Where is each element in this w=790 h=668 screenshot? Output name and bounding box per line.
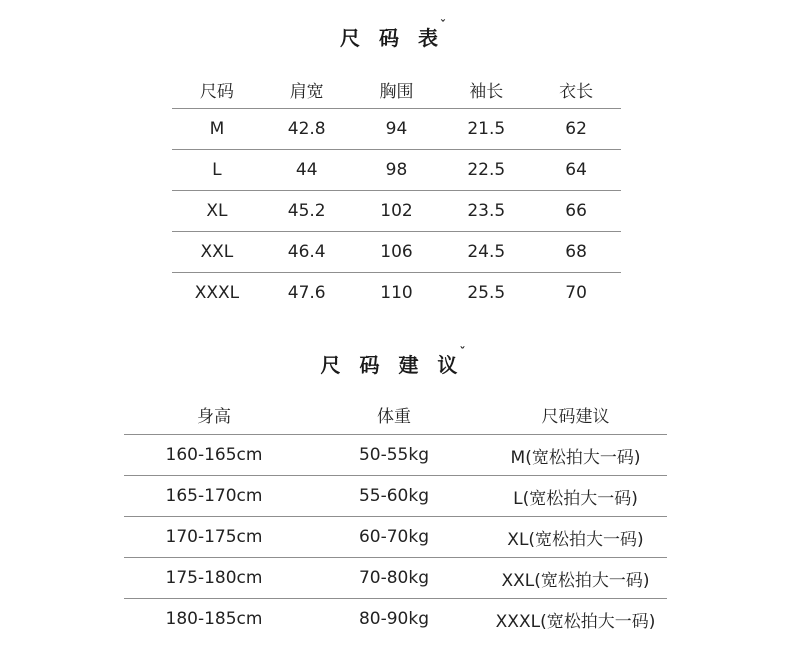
cell-chest: 94	[352, 109, 442, 150]
table-header-row	[172, 70, 621, 109]
table-row	[172, 150, 621, 191]
header-chest: 胸围	[379, 81, 414, 102]
cell-sleeve: 25.5	[441, 273, 531, 314]
cell-height: 170-175cm	[124, 517, 304, 558]
cell-chest: 98	[352, 150, 442, 191]
table-row	[124, 517, 667, 558]
cell-shoulder: 46.4	[262, 232, 352, 273]
cell-sleeve: 24.5	[441, 232, 531, 273]
header-size: 尺码	[199, 81, 234, 102]
cell-shoulder: 45.2	[262, 191, 352, 232]
size-chart-title-text: 尺 码 表	[340, 26, 444, 50]
cell-recommendation: M(宽松拍大一码)	[484, 435, 667, 476]
cell-chest: 110	[352, 273, 442, 314]
header-shoulder: 肩宽	[289, 81, 324, 102]
table-row	[124, 558, 667, 599]
cell-length: 66	[531, 191, 621, 232]
cell-sleeve: 21.5	[441, 109, 531, 150]
cell-sleeve: 22.5	[441, 150, 531, 191]
table-row	[124, 435, 667, 476]
header-recommendation: 尺码建议	[541, 406, 610, 427]
cell-height: 160-165cm	[124, 435, 304, 476]
cell-shoulder: 42.8	[262, 109, 352, 150]
size-suggestion-table	[124, 394, 667, 639]
header-sleeve: 袖长	[469, 81, 504, 102]
table-row	[172, 273, 621, 314]
cell-size: XXL	[172, 232, 262, 273]
table-row	[124, 599, 667, 640]
size-chart-table	[172, 70, 621, 313]
cell-weight: 80-90kg	[304, 599, 484, 640]
size-suggestion-title	[0, 345, 790, 378]
cell-height: 165-170cm	[124, 476, 304, 517]
cell-recommendation: XXXL(宽松拍大一码)	[484, 599, 667, 640]
title-accent-mark: ˇ	[439, 18, 446, 32]
cell-sleeve: 23.5	[441, 191, 531, 232]
cell-weight: 60-70kg	[304, 517, 484, 558]
header-length: 衣长	[559, 81, 594, 102]
cell-weight: 70-80kg	[304, 558, 484, 599]
cell-size: XXXL	[172, 273, 262, 314]
table-header-row	[124, 394, 667, 435]
cell-chest: 106	[352, 232, 442, 273]
header-weight: 体重	[377, 406, 411, 427]
size-chart-title	[0, 18, 790, 51]
cell-size: M	[172, 109, 262, 150]
cell-recommendation: XXL(宽松拍大一码)	[484, 558, 667, 599]
cell-shoulder: 47.6	[262, 273, 352, 314]
title-accent-mark: ˇ	[459, 345, 466, 359]
table-row	[172, 232, 621, 273]
cell-height: 180-185cm	[124, 599, 304, 640]
table-row	[124, 476, 667, 517]
header-height: 身高	[197, 406, 231, 427]
table-row	[172, 109, 621, 150]
cell-recommendation: XL(宽松拍大一码)	[484, 517, 667, 558]
cell-size: L	[172, 150, 262, 191]
cell-weight: 55-60kg	[304, 476, 484, 517]
cell-chest: 102	[352, 191, 442, 232]
cell-weight: 50-55kg	[304, 435, 484, 476]
cell-shoulder: 44	[262, 150, 352, 191]
table-row	[172, 191, 621, 232]
size-suggestion-title-text: 尺 码 建 议	[320, 353, 464, 377]
cell-length: 70	[531, 273, 621, 314]
cell-size: XL	[172, 191, 262, 232]
cell-recommendation: L(宽松拍大一码)	[484, 476, 667, 517]
cell-length: 64	[531, 150, 621, 191]
cell-length: 68	[531, 232, 621, 273]
cell-height: 175-180cm	[124, 558, 304, 599]
cell-length: 62	[531, 109, 621, 150]
